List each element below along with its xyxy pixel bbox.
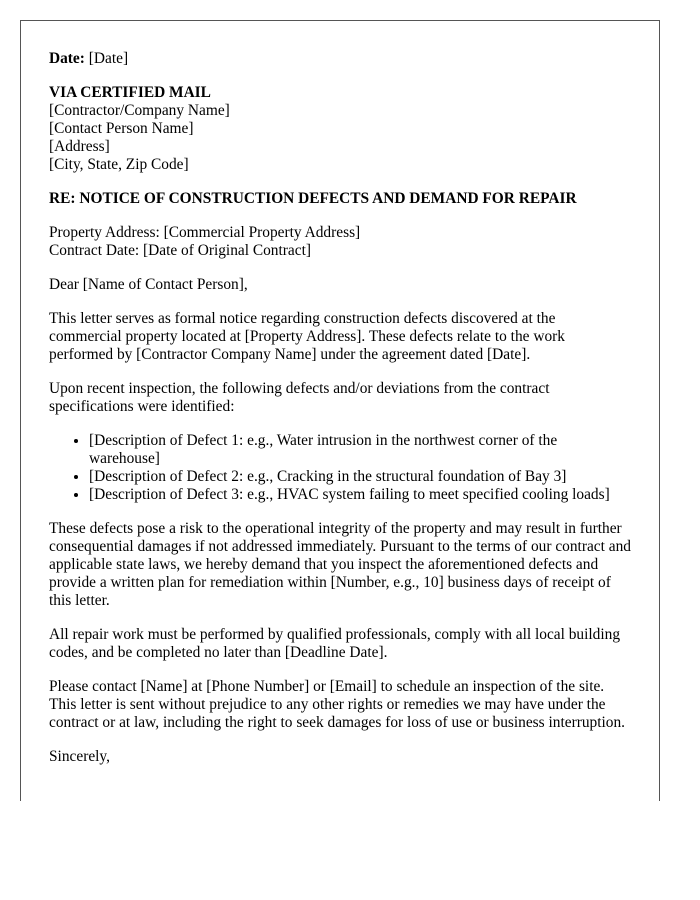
paragraph-inspection: Upon recent inspection, the following defects and/or deviations from the contract specifications were identified:: [49, 380, 550, 415]
recipient-block: [49, 84, 631, 174]
list-item: • [Description of Defect 2: e.g., Cracking in the structural foundation of Bay 3]: [89, 468, 631, 486]
date-label: Date:: [49, 50, 85, 67]
date-value: [Date]: [88, 50, 129, 67]
letter-page: [20, 20, 660, 801]
paragraph-demand: These defects pose a risk to the operational integrity of the property and may result in further consequential damages if not addressed immediately. Pursuant to the terms of our contract and applicable state laws, we hereby demand that you inspect the aforementioned defects and provide a written plan for remediation within [Number, e.g., 10] business days of receipt of this letter.: [49, 520, 631, 609]
property-address-line: Property Address: [Commercial Property Address]: [49, 224, 361, 241]
recipient-address: [Address]: [49, 138, 110, 155]
paragraph-notice: This letter serves as formal notice regarding construction defects discovered at the commercial property located at [Property Address]. These defects relate to the work performed by [Contractor Company Name] under the agreement dated [Date].: [49, 310, 565, 363]
list-item: • [Description of Defect 3: e.g., HVAC system failing to meet specified cooling loads]: [89, 486, 631, 504]
paragraph-contact: Please contact [Name] at [Phone Number] or [Email] to schedule an inspection of the site. This letter is sent without prejudice to any other rights or remedies we may have under the contract or at law, including the right to seek damages for loss of use or business interruption.: [49, 678, 626, 731]
salutation: Dear [Name of Contact Person],: [49, 276, 248, 293]
date-line: [49, 50, 631, 68]
closing: Sincerely,: [49, 748, 110, 765]
reference-block: [49, 224, 631, 260]
contract-date-line: Contract Date: [Date of Original Contract]: [49, 242, 311, 259]
paragraph-repair-requirements: All repair work must be performed by qualified professionals, comply with all local building codes, and be completed no later than [Deadline Date].: [49, 626, 621, 661]
list-item: • [Description of Defect 1: e.g., Water intrusion in the northwest corner of the warehouse]: [89, 432, 631, 468]
recipient-company: [Contractor/Company Name]: [49, 102, 230, 119]
delivery-method: VIA CERTIFIED MAIL: [49, 84, 211, 101]
subject-line: RE: NOTICE OF CONSTRUCTION DEFECTS AND DEMAND FOR REPAIR: [49, 190, 577, 207]
recipient-contact: [Contact Person Name]: [49, 120, 194, 137]
recipient-city-state-zip: [City, State, Zip Code]: [49, 156, 189, 173]
defects-list: [49, 432, 631, 504]
